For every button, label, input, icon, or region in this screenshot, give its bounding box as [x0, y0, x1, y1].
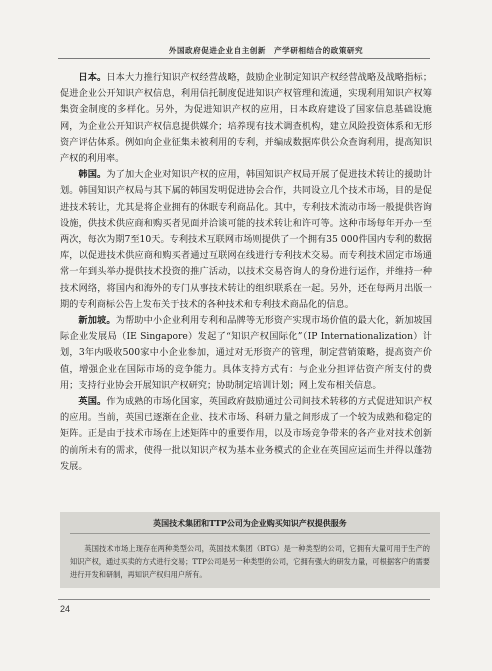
running-header: 外国政府促进企业自主创新 产学研相结合的政策研究	[168, 46, 364, 55]
case-study-body	[70, 542, 430, 581]
page-number: 24	[60, 604, 71, 614]
paragraph-japan	[60, 70, 432, 167]
paragraph-text: 为了加大企业对知识产权的应用，韩国知识产权局开展了促进技术转让的援助计划。韩国知识产权局与其下属的韩国发明促进协会合作，共同设立几个技术市场，目的是促进技术转让，尤其是将企业拥有的休眠专利商品化。其中，专利技术流动市场一般提供咨询设施，供技术供应商和购买者见面并洽谈可能的技术转让和许可等。这种市场每年开办一至两次，每次为期7至10天。专利技术互联网市场则提供了一个拥有35 000件国内专利的数据库，以促进技术供应商和购买者通过互联网在线进行专利技术交易。而专利技术固定市场通常一年到头举办提供技术投资的推广活动，以技术交易咨询人的身份进行运作，并维持一种技术网络，将国内和海外的专门从事技术转让的组织联系在一起。另外，还在每两月出版一期的专利商标公告上发布关于技术的各种技术和专利技术商品化的信息。	[60, 169, 433, 310]
country-heading-uk: 英国。	[78, 396, 107, 408]
footer-rule	[58, 599, 430, 600]
paragraph-uk	[60, 394, 432, 475]
paragraph-singapore	[60, 313, 432, 394]
case-study-title: 英国技术集团和TTP公司为企业购买知识产权提供服务	[153, 518, 347, 528]
paragraph-text: 日本大力推行知识产权经营战略，鼓励企业制定知识产权经营战略及战略指标；促进企业公开知识产权信息，利用信托制度促进知识产权管理和流通，实现利用知识产权筹集资金制度的多样化。另外，为促进知识产权的应用，日本政府建设了国家信息基础设施网，为企业公开知识产权信息提供媒介；培养现有技术调查机构，建立风险投资体系和无形资产评估体系。例如向企业征集未被利用的专利，并编成数据库供公众查询利用，提高知识产权的利用率。	[60, 72, 433, 165]
paragraph-text: 为帮助中小企业利用专利和品牌等无形资产实现市场价值的最大化，新加坡国际企业发展局（IE Singapore）发起了“知识产权国际化”（IP Internationalization）计划，3年内吸收500家中小企业参加，通过对无形资产的管理，制定营销策略，提高资产价值，增强企业在国际市场的竞争能力。具体支持方式有：与企业分担评估资产所支付的费用；支持行业协会开展知识产权研究；协助制定培训计划；网上发布相关信息。	[60, 315, 433, 391]
country-heading-korea: 韩国。	[78, 169, 107, 181]
body-text	[60, 70, 432, 475]
case-study-divider	[70, 533, 430, 534]
paragraph-text: 作为成熟的市场化国家，英国政府鼓励通过公司间技术转移的方式促进知识产权的应用。当前，英国已逐渐在企业、技术市场、科研力量之间形成了一个较为成熟和稳定的矩阵。正是由于技术市场在上述矩阵中的重要作用，以及市场竞争带来的各产业对技术创新的前所未有的需求，使得一批以知识产权为基本业务模式的企业在英国应运而生并得以蓬勃发展。	[60, 396, 433, 472]
country-heading-singapore: 新加坡。	[78, 315, 116, 327]
case-study-text: 英国技术市场上现存在两种类型公司，英国技术集团（BTG）是一种类型的公司，它拥有大量可用于生产的知识产权，通过买卖的方式进行交易；TTP公司是另一种类型的公司，它拥有强大的研发力量，可根据客户的需要进行开发和研制，再知识产权归用户所有。	[70, 544, 430, 579]
paragraph-korea	[60, 167, 432, 313]
country-heading-japan: 日本。	[78, 72, 107, 83]
case-study-box	[60, 512, 440, 588]
header-rule	[58, 58, 430, 59]
